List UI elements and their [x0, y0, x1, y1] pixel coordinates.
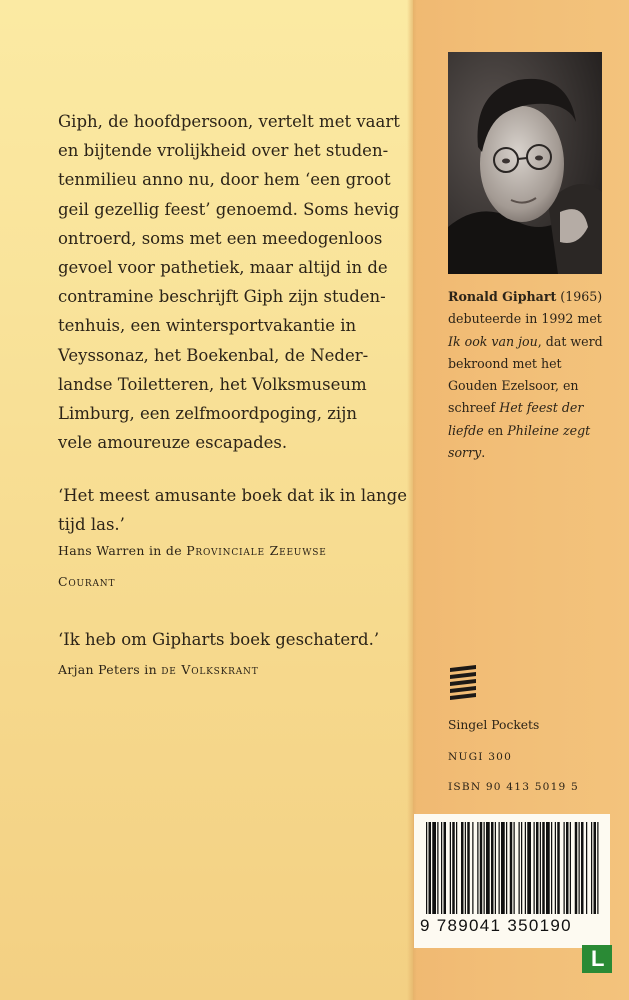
quote-2-source: de Volkskrant: [161, 662, 259, 677]
quote-1-attribution: [58, 537, 327, 564]
quote-1-author: Hans Warren in de: [58, 543, 182, 558]
barcode-bar: [534, 822, 535, 914]
barcode-bar: [542, 822, 545, 914]
bio-title-1: Ik ook van jou: [448, 333, 538, 349]
bio-title-2: Het feest der liefde: [448, 400, 584, 438]
barcode-bar: [461, 822, 464, 914]
barcode-bar: [444, 822, 447, 914]
barcode-bar: [525, 822, 526, 914]
barcode-bar: [570, 822, 571, 914]
bio-end: .: [481, 445, 486, 461]
publisher-name: Singel Pockets: [448, 718, 540, 732]
barcode-bar: [484, 822, 485, 914]
barcode-bar: [495, 822, 496, 914]
quote-2-text: ‘Ik heb om Gipharts boek geschaterd.’: [58, 630, 380, 649]
author-years: (1965): [560, 289, 603, 304]
barcode-bar: [450, 822, 451, 914]
barcode-bars: [422, 822, 602, 914]
barcode-digits: 9 789041 350190: [420, 916, 572, 935]
barcode-bar: [594, 822, 597, 914]
quote-2-author: Arjan Peters in: [58, 662, 157, 677]
barcode-bar: [519, 822, 520, 914]
barcode-bar: [536, 822, 539, 914]
barcode-bar: [566, 822, 569, 914]
barcode-bar: [579, 822, 580, 914]
barcode-bar: [426, 822, 427, 914]
barcode-bar: [564, 822, 565, 914]
barcode-bar: [486, 822, 490, 914]
barcode-bar: [452, 822, 455, 914]
barcode-bar: [546, 822, 550, 914]
barcode-bar: [510, 822, 513, 914]
author-bio: [448, 286, 613, 464]
price-sticker: [582, 945, 612, 973]
author-name: Ronald Giphart: [448, 289, 557, 304]
bio-title-3: Phileine zegt sorry: [448, 422, 591, 461]
barcode-bar: [480, 822, 483, 914]
barcode: [414, 814, 610, 948]
quote-2-attribution: [58, 656, 259, 683]
barcode-bar: [506, 822, 507, 914]
barcode-bar: [527, 822, 531, 914]
barcode-bar: [465, 822, 466, 914]
barcode-bar: [557, 822, 560, 914]
barcode-bar: [501, 822, 505, 914]
barcode-bar: [551, 822, 552, 914]
singel-logo-icon: [448, 664, 478, 700]
quote-1-source-line2: Courant: [58, 574, 116, 589]
barcode-bar: [555, 822, 556, 914]
barcode-bar: [581, 822, 584, 914]
barcode-bar: [491, 822, 494, 914]
barcode-bar: [514, 822, 515, 914]
quote-1-source-cont: [58, 568, 115, 595]
barcode-bar: [467, 822, 470, 914]
barcode-bar: [499, 822, 500, 914]
quote-1-source: Provinciale Zeeuwse: [186, 543, 327, 558]
isbn-number: ISBN 90 413 5019 5: [448, 781, 579, 793]
barcode-bar: [477, 822, 478, 914]
barcode-bar: [456, 822, 457, 914]
author-portrait-image: [448, 52, 602, 274]
bio-line-2: , dat werd bekroond met het Gouden Ezelsoor, en schreef: [448, 333, 603, 416]
barcode-bar: [597, 822, 598, 914]
barcode-bar: [586, 822, 587, 914]
barcode-bar: [575, 822, 578, 914]
nugi-code: NUGI 300: [448, 751, 513, 763]
barcode-bar: [437, 822, 438, 914]
bio-and: en: [487, 422, 504, 438]
barcode-bar: [429, 822, 432, 914]
sticker-letter: L: [591, 946, 605, 971]
barcode-bar: [591, 822, 592, 914]
barcode-bar: [540, 822, 541, 914]
blurb-text: Giph, de hoofdpersoon, vertelt met vaart en bijtende vrolijkheid over het studen- tenmilieu anno nu, door hem ‘een groot geil gezellig feest’ genoemd. Soms hevig ontroerd, soms met een meedogenloos gevoel voor pathetiek, maar altijd in de contramine beschrijft Giph zijn studen- tenhuis, een wintersportvakantie in Veyssonaz, het Boekenbal, de Neder- landse Toiletteren, het Volksmuseum Limburg, een zelfmoordpoging, zijn vele amoureuze escapades.: [58, 112, 400, 453]
author-photo: [448, 52, 602, 274]
barcode-bar: [432, 822, 436, 914]
barcode-bar: [521, 822, 522, 914]
barcode-bar: [472, 822, 473, 914]
barcode-bar: [441, 822, 442, 914]
quote-1-text: ‘Het meest amusante boek dat ik in lange tijd las.’: [58, 486, 407, 534]
bio-line-1: debuteerde in 1992 met: [448, 311, 602, 327]
